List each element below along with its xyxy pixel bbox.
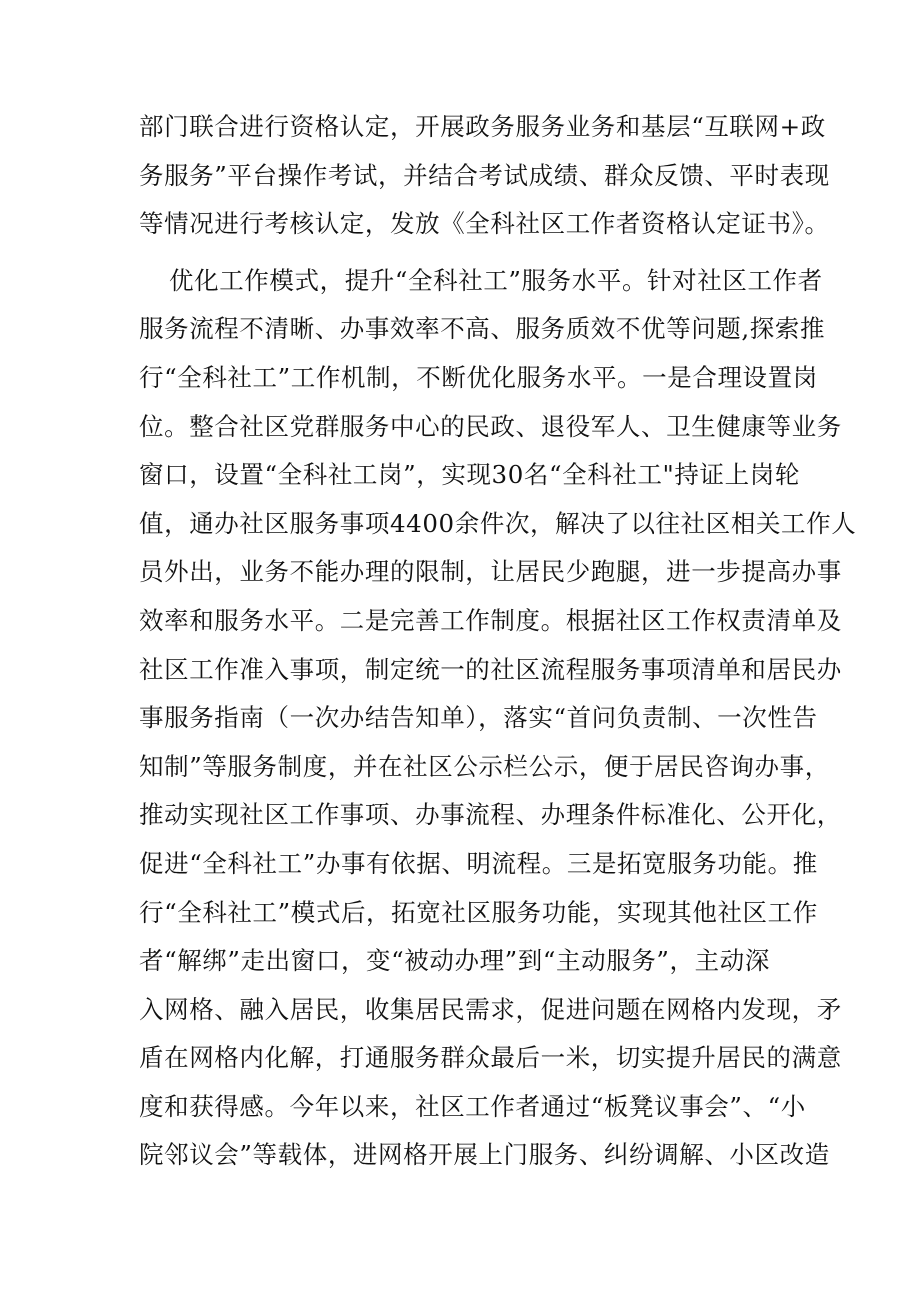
text-line: 行“全科社工”模式后，拓宽社区服务功能，实现其他社区工作 [139, 897, 818, 927]
text-line: 盾在网格内化解，打通服务群众最后一米，切实提升居民的满意 [139, 1043, 842, 1073]
text-line: 社区工作准入事项，制定统一的社区流程服务事项清单和居民办 [139, 654, 842, 684]
text-line: 事服务指南（一次办结告知单），落实“首问负责制、一次性告 [139, 703, 818, 733]
text-line: 度和获得感。今年以来，社区工作者通过“板凳议事会”、“小 [139, 1091, 806, 1121]
text-line: 优化工作模式，提升“全科社工”服务水平。针对社区工作者 [169, 265, 823, 295]
text-line: 服务流程不清晰、办事效率不高、服务质效不优等问题,探索推 [139, 314, 826, 344]
text-line: 入网格、融入居民，收集居民需求，促进问题在网格内发现，矛 [139, 994, 842, 1024]
text-line: 部门联合进行资格认定，开展政务服务业务和基层“互联网+政 [139, 112, 826, 141]
text-line: 行“全科社工”工作机制，不断优化服务水平。一是合理设置岗 [139, 362, 818, 392]
paragraph-1 [139, 103, 830, 249]
text-line: 知制”等服务制度，并在社区公示栏公示，便于居民咨询办事， [139, 751, 830, 781]
text-line: 窗口，设置“全科社工岗”，实现30名“全科社工"持证上岗轮 [139, 460, 800, 490]
paragraph-spacer [139, 249, 789, 257]
text-line: 员外出，业务不能办理的限制，让居民少跑腿，进一步提高办事 [139, 557, 842, 587]
paragraph-2 [139, 257, 857, 1180]
text-line: 效率和服务水平。二是完善工作制度。根据社区工作权责清单及 [139, 605, 842, 635]
text-line: 务服务”平台操作考试，并结合考试成绩、群众反馈、平时表现 [139, 160, 830, 190]
text-line: 位。整合社区党群服务中心的民政、退役军人、卫生健康等业务 [139, 411, 842, 441]
text-line: 值，通办社区服务事项4400余件次，解决了以往社区相关工作人 [139, 508, 857, 538]
text-line: 等情况进行考核认定，发放《全科社区工作者资格认定证书》。 [139, 209, 830, 239]
text-line: 推动实现社区工作事项、办事流程、办理条件标准化、公开化， [139, 800, 842, 830]
text-line: 院邻议会”等载体，进网格开展上门服务、纠纷调解、小区改造 [139, 1140, 830, 1170]
text-line: 促进“全科社工”办事有依据、明流程。三是拓宽服务功能。推 [139, 848, 818, 878]
text-line: 者“解绑”走出窗口，变“被动办理”到“主动服务”，主动深 [139, 946, 770, 976]
document-body [139, 103, 857, 1180]
